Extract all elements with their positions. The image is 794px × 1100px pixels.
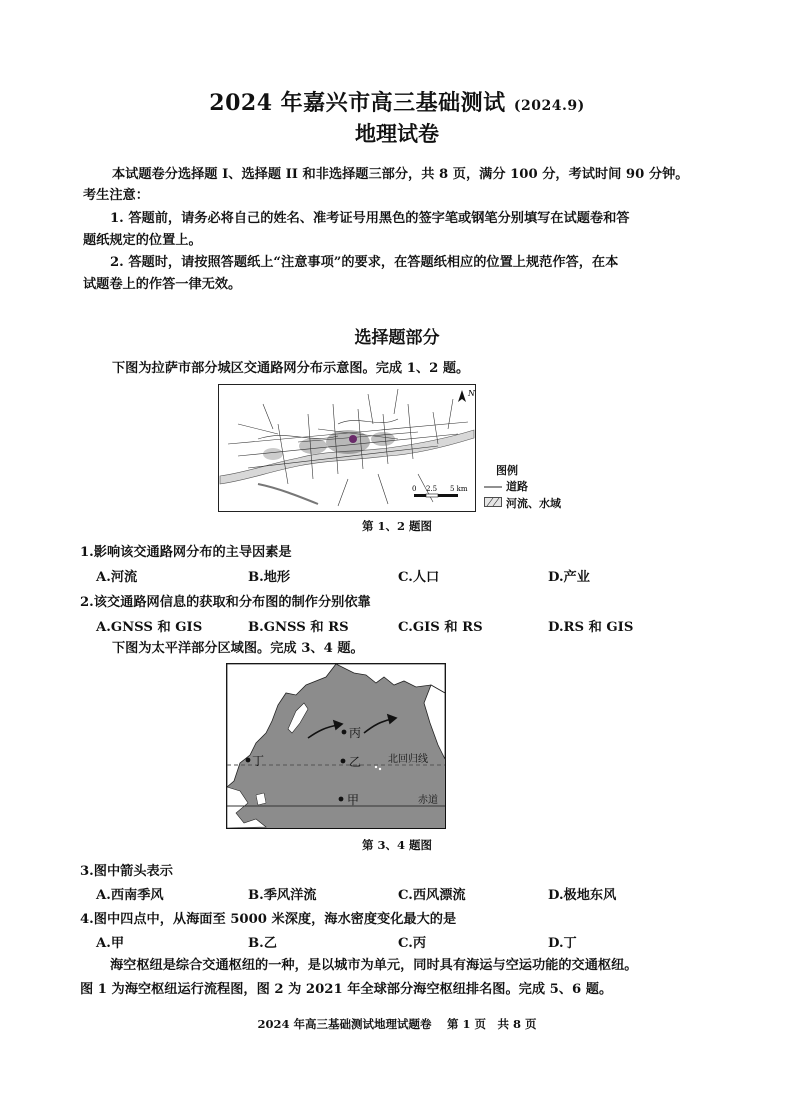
label-jia: 甲 [347,793,360,807]
legend-title: 图例 [496,464,518,477]
label-bing: 丙 [349,726,362,740]
exam-title [0,86,794,117]
city-center [349,435,357,443]
road-legend-icon [484,484,502,490]
exam-subtitle: 地理试卷 [355,121,439,146]
scale-5: 5 km [450,485,468,493]
scale-0: 0 [412,485,417,493]
q1-stem: 1.影响该交通路网分布的主导因素是 [80,545,292,560]
q4-stem: 4.图中四点中，从海面至 5000 米深度，海水密度变化最大的是 [80,912,457,927]
point-bing [342,730,347,735]
q1-option-b[interactable]: B.地形 [248,570,291,585]
note-1a: 1. 答题前，请务必将自己的姓名、准考证号用黑色的签字笔或钢笔分别填写在试题卷和答 [110,211,630,226]
lhasa-road-map [218,384,476,512]
q2-option-b[interactable]: B.GNSS 和 RS [248,620,349,635]
note-2a: 2. 答题时，请按照答题纸上“注意事项”的要求，在答题纸相应的位置上规范作答，在本 [110,255,619,270]
q2-option-d[interactable]: D.RS 和 GIS [548,620,634,635]
q3-option-d[interactable]: D.极地东风 [548,888,617,903]
map2-caption: 第 3、4 题图 [361,838,432,852]
intro-line: 本试题卷分选择题 I、选择题 II 和非选择题三部分，共 8 页，满分 100 分，考试时间 90 分钟。 [112,167,689,182]
point-ding [246,758,251,763]
exam-title-text: 2024 年嘉兴市高三基础测试 [209,90,506,116]
map1-caption: 第 1、2 题图 [361,519,432,533]
q4-option-c[interactable]: C.丙 [398,936,427,951]
label-yi: 乙 [349,755,362,769]
q3-option-b[interactable]: B.季风洋流 [248,888,317,903]
note-1b: 题纸规定的位置上。 [83,233,202,248]
lhasa-road-map-svg [218,384,476,512]
q4-option-a[interactable]: A.甲 [96,936,125,951]
water-legend-icon [484,497,502,507]
label-ding: 丁 [252,754,265,768]
q1-option-a[interactable]: A.河流 [96,570,138,585]
page-footer: 2024 年高三基础测试地理试题卷 第 1 页 共 8 页 [257,1017,537,1031]
section-title: 选择题部分 [354,328,440,348]
q4-option-b[interactable]: B.乙 [248,936,277,951]
pacific-map-svg [226,663,446,829]
note-2b: 试题卷上的作答一律无效。 [83,277,242,292]
north-label: N [468,389,475,398]
legend-water: 河流、水域 [506,497,561,510]
q2-option-a[interactable]: A.GNSS 和 GIS [96,620,203,635]
exam-date: (2024.9) [513,98,585,114]
q2-option-c[interactable]: C.GIS 和 RS [398,620,483,635]
q3-stem: 3.图中箭头表示 [80,864,173,879]
q4-option-d[interactable]: D.丁 [548,936,577,951]
passage-line-2: 图 1 为海空枢纽运行流程图，图 2 为 2021 年全球部分海空枢纽排名图。完成 5、6 题。 [80,982,613,997]
scale-25: 2.5 [426,485,438,493]
point-yi [341,759,346,764]
map1-legend [482,462,592,512]
label-equator: 赤道 [418,795,438,806]
q1-option-d[interactable]: D.产业 [548,570,590,585]
q3-option-c[interactable]: C.西风漂流 [398,888,466,903]
map1-intro: 下图为拉萨市部分城区交通路网分布示意图。完成 1、2 题。 [112,361,470,376]
scale-bar [414,494,458,497]
q1-option-c[interactable]: C.人口 [398,570,440,585]
map2-intro: 下图为太平洋部分区域图。完成 3、4 题。 [112,641,364,656]
q3-option-a[interactable]: A.西南季风 [96,888,164,903]
legend-road: 道路 [506,480,528,493]
point-jia [339,797,344,802]
pacific-map [226,663,446,829]
passage-line-1: 海空枢纽是综合交通枢纽的一种，是以城市为单元，同时具有海运与空运功能的交通枢纽。 [110,958,638,973]
q2-stem: 2.该交通路网信息的获取和分布图的制作分别依靠 [80,595,371,610]
label-tropic: 北回归线 [388,754,428,765]
notice-title: 考生注意： [83,188,149,203]
